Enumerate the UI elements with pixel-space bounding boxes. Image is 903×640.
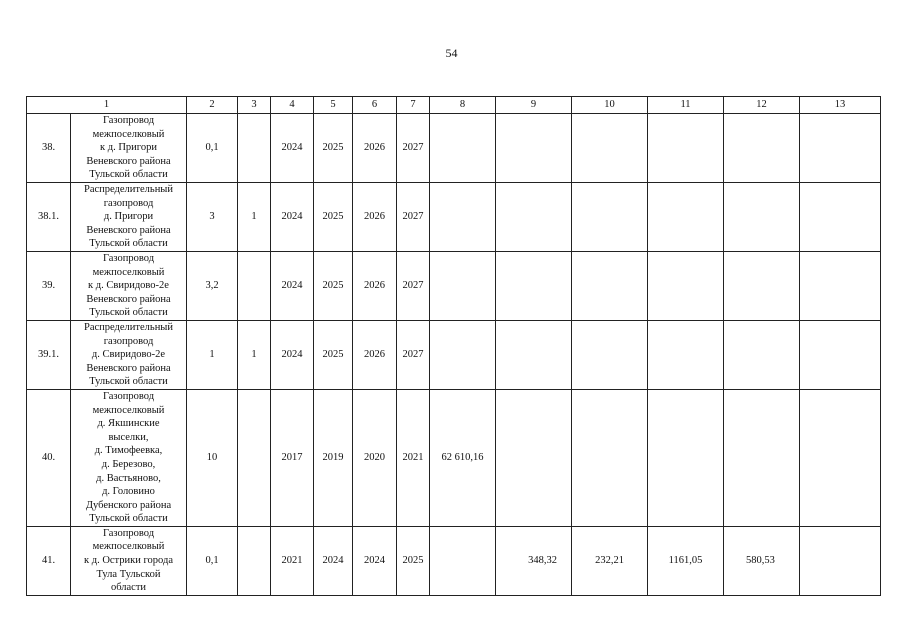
row-number: 40. [27, 389, 71, 526]
row-number: 38. [27, 114, 71, 183]
amount-cell [648, 320, 724, 389]
object-name [71, 320, 187, 389]
amount-cell [430, 182, 496, 251]
amount-cell [430, 526, 496, 595]
name-line: Тульской области [89, 307, 168, 319]
table-row [27, 182, 881, 251]
year-cell: 2021 [271, 526, 314, 595]
object-name [71, 114, 187, 183]
year-cell: 2025 [314, 182, 353, 251]
year-cell: 2027 [397, 114, 430, 183]
year-cell: 2027 [397, 320, 430, 389]
row-number: 39. [27, 251, 71, 320]
name-line: области [110, 582, 147, 594]
col3-cell: 1 [238, 182, 271, 251]
year-cell: 2024 [314, 526, 353, 595]
length-cell: 0,1 [187, 114, 238, 183]
year-cell: 2019 [314, 389, 353, 526]
object-name [71, 251, 187, 320]
year-cell: 2026 [353, 182, 397, 251]
amount-cell [800, 251, 881, 320]
name-line: Газопровод [102, 252, 155, 264]
gas-pipeline-table [26, 96, 881, 596]
amount-cell [724, 320, 800, 389]
length-cell: 0,1 [187, 526, 238, 595]
year-cell: 2027 [397, 251, 430, 320]
amount-cell [800, 114, 881, 183]
name-line: к д. Пригори [100, 142, 157, 154]
col3-cell [238, 526, 271, 595]
amount-cell [496, 182, 572, 251]
amount-cell [572, 389, 648, 526]
header-cell-7: 7 [397, 97, 430, 114]
length-cell: 3,2 [187, 251, 238, 320]
name-line: к д. Острики города [84, 555, 173, 567]
name-line: Распределительный [84, 183, 173, 195]
header-cell-11: 11 [648, 97, 724, 114]
amount-cell [724, 389, 800, 526]
name-line: межпоселковый [92, 266, 165, 278]
header-cell-5: 5 [314, 97, 353, 114]
name-line: Тульской области [89, 169, 168, 181]
amount-cell [430, 320, 496, 389]
header-row [27, 97, 881, 114]
name-line: межпоселковый [92, 404, 165, 416]
name-line: д. Головино [102, 486, 155, 498]
year-cell: 2024 [271, 114, 314, 183]
name-line: Веневского района [86, 362, 171, 374]
name-line: выселки, [108, 431, 149, 443]
year-cell: 2026 [353, 320, 397, 389]
amount-cell [430, 251, 496, 320]
header-cell-3: 3 [238, 97, 271, 114]
length-cell: 10 [187, 389, 238, 526]
row-number: 41. [27, 526, 71, 595]
year-cell: 2025 [314, 114, 353, 183]
amount-cell [496, 114, 572, 183]
header-cell-1: 1 [27, 97, 187, 114]
year-cell: 2021 [397, 389, 430, 526]
amount-cell: 232,21 [572, 526, 648, 595]
header-cell-9: 9 [496, 97, 572, 114]
header-cell-2: 2 [187, 97, 238, 114]
year-cell: 2024 [271, 182, 314, 251]
page-number: 54 [445, 46, 458, 60]
name-line: газопровод [103, 197, 154, 209]
amount-cell [648, 251, 724, 320]
year-cell: 2024 [271, 251, 314, 320]
amount-cell [800, 389, 881, 526]
year-cell: 2025 [314, 251, 353, 320]
year-cell: 2025 [314, 320, 353, 389]
name-line: д. Березово, [101, 458, 156, 470]
year-cell: 2024 [353, 526, 397, 595]
header-cell-6: 6 [353, 97, 397, 114]
amount-cell: 580,53 [724, 526, 800, 595]
name-line: Распределительный [84, 321, 173, 333]
name-line: межпоселковый [92, 128, 165, 140]
col3-cell [238, 114, 271, 183]
amount-cell [496, 389, 572, 526]
name-line: Газопровод [102, 115, 155, 126]
amount-cell [496, 320, 572, 389]
header-cell-8: 8 [430, 97, 496, 114]
amount-cell [800, 320, 881, 389]
amount-cell [800, 526, 881, 595]
col3-cell [238, 251, 271, 320]
year-cell: 2026 [353, 114, 397, 183]
name-line: Дубенского района [85, 499, 172, 511]
table-row [27, 251, 881, 320]
length-cell: 3 [187, 182, 238, 251]
header-cell-13: 13 [800, 97, 881, 114]
amount-cell [572, 114, 648, 183]
amount-cell [724, 251, 800, 320]
name-line: газопровод [103, 335, 154, 347]
col3-cell [238, 389, 271, 526]
amount-cell [724, 114, 800, 183]
name-line: Веневского района [86, 293, 171, 305]
name-line: д. Пригори [103, 211, 154, 223]
amount-cell: 62 610,16 [430, 389, 496, 526]
name-line: Газопровод [102, 527, 155, 539]
name-line: д. Свиридово-2е [91, 349, 166, 361]
header-cell-4: 4 [271, 97, 314, 114]
amount-cell [572, 320, 648, 389]
amount-cell [648, 114, 724, 183]
table-row [27, 114, 881, 183]
object-name [71, 526, 187, 595]
name-line: Тульской области [89, 238, 168, 250]
header-cell-12: 12 [724, 97, 800, 114]
col3-cell: 1 [238, 320, 271, 389]
table-row [27, 526, 881, 595]
object-name [71, 389, 187, 526]
year-cell: 2020 [353, 389, 397, 526]
name-line: межпоселковый [92, 541, 165, 553]
name-line: к д. Свиридово-2е [88, 280, 169, 292]
name-line: д. Вастьяново, [96, 472, 161, 484]
name-line: Газопровод [102, 390, 155, 402]
length-cell: 1 [187, 320, 238, 389]
amount-cell: 1161,05 [648, 526, 724, 595]
name-line: д. Якшинские [97, 418, 160, 430]
amount-cell: 348,32 [496, 526, 572, 595]
amount-cell [572, 251, 648, 320]
name-line: д. Тимофеевка, [94, 445, 163, 457]
year-cell: 2024 [271, 320, 314, 389]
name-line: Веневского района [86, 155, 171, 167]
name-line: Тула Тульской [96, 568, 161, 580]
table-row [27, 320, 881, 389]
amount-cell [430, 114, 496, 183]
year-cell: 2026 [353, 251, 397, 320]
year-cell: 2027 [397, 182, 430, 251]
amount-cell [572, 182, 648, 251]
object-name [71, 182, 187, 251]
amount-cell [724, 182, 800, 251]
amount-cell [496, 251, 572, 320]
year-cell: 2017 [271, 389, 314, 526]
amount-cell [800, 182, 881, 251]
name-line: Тульской области [89, 513, 168, 525]
name-line: Тульской области [89, 376, 168, 388]
table-row [27, 389, 881, 526]
header-cell-10: 10 [572, 97, 648, 114]
row-number: 38.1. [27, 182, 71, 251]
name-line: Веневского района [86, 224, 171, 236]
row-number: 39.1. [27, 320, 71, 389]
amount-cell [648, 389, 724, 526]
amount-cell [648, 182, 724, 251]
year-cell: 2025 [397, 526, 430, 595]
